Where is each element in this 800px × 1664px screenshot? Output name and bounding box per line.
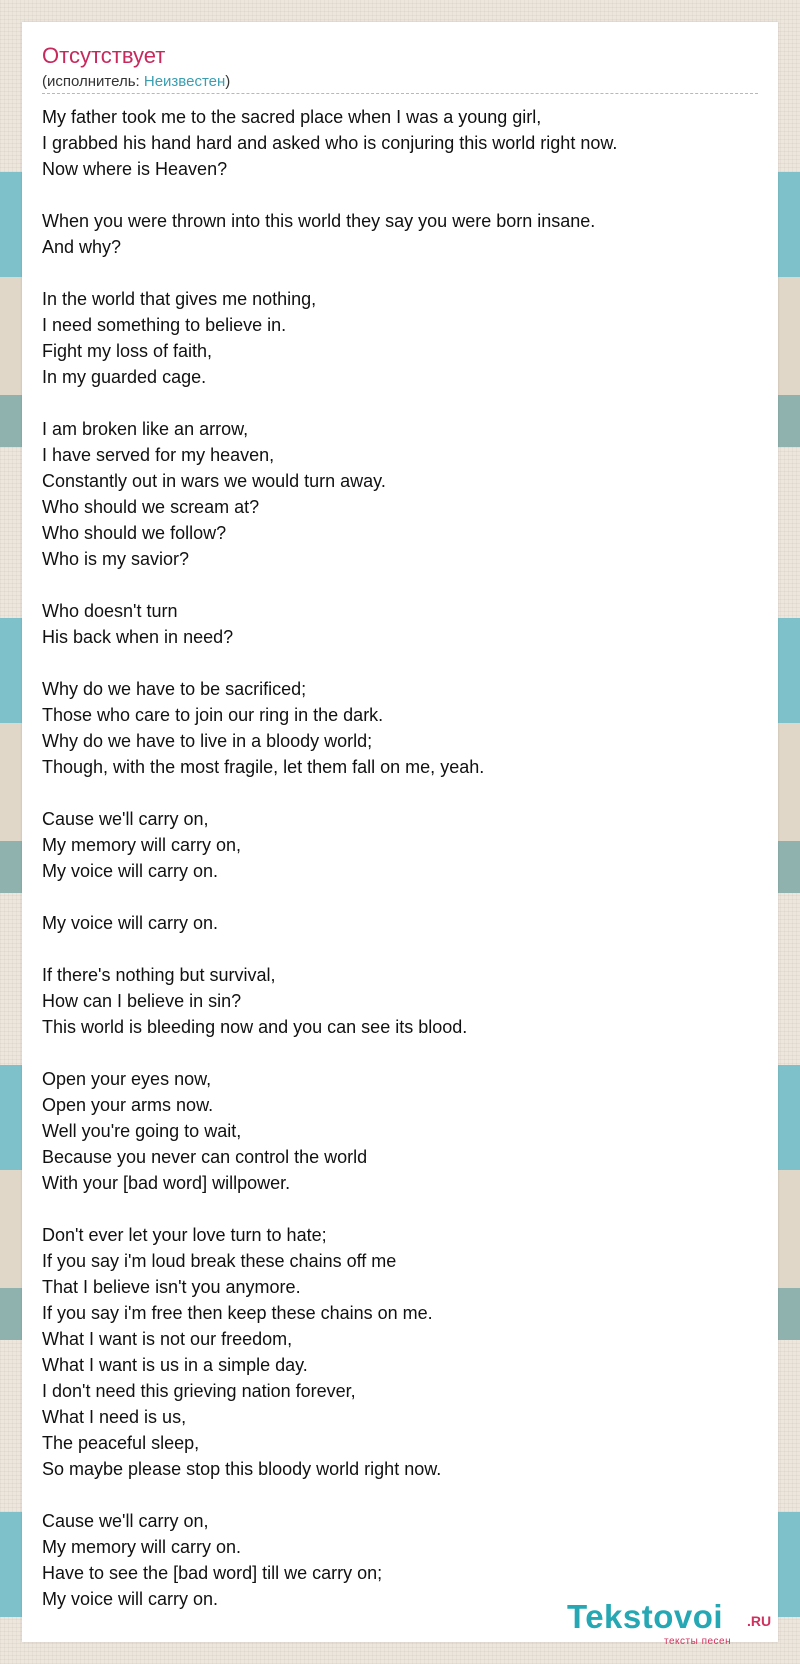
site-logo[interactable] — [567, 1598, 777, 1648]
artist-line — [42, 73, 230, 90]
artist-prefix: (исполнитель: — [42, 73, 144, 90]
logo-wordmark: Tekstovoi — [567, 1598, 724, 1635]
logo-domain: .RU — [747, 1613, 772, 1629]
lyrics-text: My father took me to the sacred place when I was a young girl, I grabbed his hand hard and asked who is conjuring this world right now. Now where is Heaven? When you were thrown into this world they say you were born insane. And why? In the world that gives me nothing, I need something to believe in. Fight my loss of faith, In my guarded cage. I am broken like an arrow, I have served for my heaven, Constantly out in wars we would turn away. Who should we scream at? Who should we follow? Who is my savior? Who doesn't turn His back when in need? Why do we have to be sacrificed; Those who care to join our ring in the dark. Why do we have to live in a bloody world; Though, with the most fragile, let them fall on me, yeah. Cause we'll carry on, My memory will carry on, My voice will carry on. My voice will carry on. If there's nothing but survival, How can I believe in sin? This world is bleeding now and you can see its blood. Open your eyes now, Open your arms now. Well you're going to wait, Because you never can control the world With your [bad word] willpower. Don't ever let your love turn to hate; If you say i'm loud break these chains off me That I believe isn't you anymore. If you say i'm free then keep these chains on me. What I want is not our freedom, What I want is us in a simple day. I don't need this grieving nation forever, What I need is us, The peaceful sleep, So maybe please stop this bloody world right now. Cause we'll carry on, My memory will carry on. Have to see the [bad word] till we carry on; My voice will carry on. — [42, 107, 618, 1609]
artist-link[interactable]: Неизвестен — [143, 73, 226, 90]
artist-suffix: ) — [225, 73, 231, 90]
logo-tagline: тексты песен — [664, 1636, 732, 1647]
title-divider — [42, 93, 758, 94]
song-title: Отсутствует — [42, 43, 166, 68]
